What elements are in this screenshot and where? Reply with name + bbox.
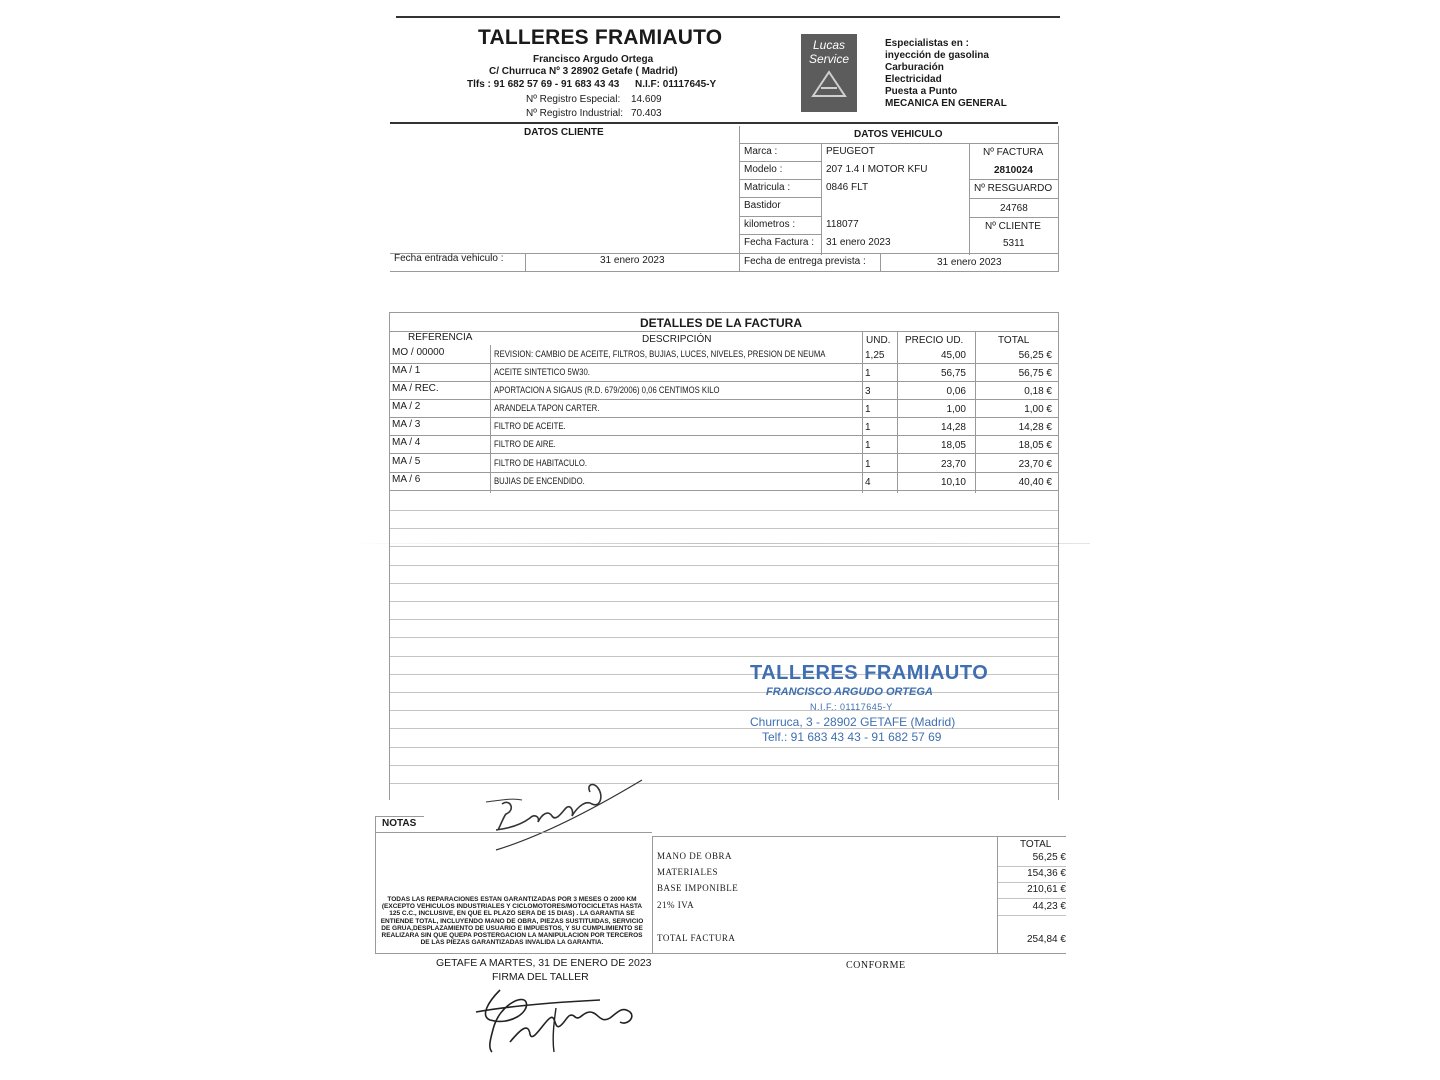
divider [880, 253, 881, 271]
row-units: 4 [865, 477, 871, 488]
divider [390, 637, 1058, 638]
divider [998, 898, 1066, 899]
totals-row-label: 21% IVA [657, 900, 695, 910]
row-unit-price: 14,28 [940, 422, 966, 433]
cliente-label: Nº CLIENTE [985, 221, 1041, 232]
row-description: FILTRO DE HABITACULO. [494, 458, 588, 468]
row-description: BUJIAS DE ENCENDIDO. [494, 476, 585, 486]
divider [390, 331, 1058, 332]
row-total: 0,18 € [1024, 386, 1052, 397]
divider [1058, 126, 1059, 272]
vehicle-section-title: DATOS VEHICULO [854, 129, 943, 140]
divider [739, 126, 740, 272]
row-description: APORTACION A SIGAUS (R.D. 679/2006) 0,06 CENTIMOS KILO [494, 385, 720, 395]
row-total: 23,70 € [1018, 459, 1052, 470]
col-und: UND. [866, 335, 891, 346]
row-unit-price: 23,70 [940, 459, 966, 470]
total-factura-label: TOTAL FACTURA [657, 933, 736, 943]
company-name: TALLERES FRAMIAUTO [478, 26, 723, 49]
divider [390, 656, 1058, 657]
row-description: REVISION: CAMBIO DE ACEITE, FILTROS, BUJIAS, LUCES, NIVELES, PRESION DE NEUMA [494, 349, 826, 359]
row-units: 1 [865, 404, 871, 415]
vehicle-field-label: kilometros : [744, 219, 796, 230]
company-phones: Tlfs : 91 682 57 69 - 91 683 43 43 [467, 79, 620, 90]
divider [376, 816, 424, 817]
stamp-company-name: TALLERES FRAMIAUTO [750, 662, 989, 684]
row-reference: MA / REC. [392, 383, 439, 394]
specialty-line: MECANICA EN GENERAL [885, 98, 1007, 109]
divider [390, 271, 1058, 272]
divider [652, 953, 1066, 954]
divider [969, 179, 1058, 180]
logo-line-2: Service [808, 52, 849, 66]
specialty-line: inyección de gasolina [885, 50, 989, 61]
totals-row-value: 210,61 € [1027, 884, 1066, 895]
vehicle-field-value: 31 enero 2023 [826, 237, 891, 248]
company-nif: N.I.F: 01117645-Y [635, 79, 717, 90]
logo-line-1: Lucas [812, 38, 846, 52]
divider [821, 143, 822, 255]
row-total: 40,40 € [1018, 477, 1052, 488]
fecha-entrega-value: 31 enero 2023 [937, 257, 1002, 268]
divider [525, 253, 526, 271]
row-reference: MA / 3 [392, 419, 421, 430]
divider [740, 161, 822, 162]
specialty-line: Puesta a Punto [885, 86, 958, 97]
divider [969, 217, 1058, 218]
fecha-entrada-label: Fecha entrada vehiculo : [394, 253, 504, 264]
divider [1058, 312, 1059, 800]
specialty-line: Carburación [885, 62, 944, 73]
col-referencia: REFERENCIA [408, 332, 473, 343]
divider [389, 312, 390, 800]
firma-taller-label: FIRMA DEL TALLER [492, 971, 589, 983]
top-rule [396, 16, 1060, 18]
divider [897, 332, 898, 493]
row-total: 18,05 € [1018, 440, 1052, 451]
col-total: TOTAL [998, 335, 1030, 346]
scan-streak [350, 543, 1090, 544]
divider [390, 692, 1058, 693]
divider [862, 332, 863, 493]
divider [390, 381, 1058, 382]
fecha-entrada-value: 31 enero 2023 [600, 255, 665, 266]
row-reference: MA / 1 [392, 365, 421, 376]
divider [390, 490, 1058, 491]
row-unit-price: 45,00 [940, 350, 966, 361]
conforme-label: CONFORME [846, 960, 906, 971]
divider [390, 583, 1058, 584]
divider [390, 399, 1058, 400]
details-title: DETALLES DE LA FACTURA [640, 316, 802, 330]
divider [969, 198, 1058, 199]
place-date: GETAFE A MARTES, 31 DE ENERO DE 2023 [436, 957, 652, 969]
row-units: 3 [865, 386, 871, 397]
company-address: C/ Churruca Nº 3 28902 Getafe ( Madrid) [489, 66, 678, 77]
resguardo-label: Nº RESGUARDO [974, 183, 1053, 194]
resguardo-number: 24768 [1000, 203, 1028, 214]
row-unit-price: 18,05 [940, 440, 966, 451]
divider [998, 882, 1066, 883]
vehicle-field-label: Bastidor [744, 200, 781, 211]
divider [390, 417, 1058, 418]
cliente-number: 5311 [1003, 238, 1025, 249]
divider [390, 312, 1058, 313]
totals-row-value: 44,23 € [1032, 901, 1066, 912]
col-descripcion: DESCRIPCIÓN [642, 334, 712, 345]
row-reference: MA / 5 [392, 456, 421, 467]
totals-row-label: BASE IMPONIBLE [657, 883, 739, 893]
row-unit-price: 10,10 [940, 477, 966, 488]
row-description: FILTRO DE ACEITE. [494, 421, 566, 431]
factura-label: Nº FACTURA [983, 147, 1044, 158]
row-units: 1 [865, 440, 871, 451]
vehicle-field-label: Modelo : [744, 164, 783, 175]
section-rule [390, 122, 1058, 124]
row-description: FILTRO DE AIRE. [494, 439, 556, 449]
pagado-handwriting [482, 770, 652, 860]
row-total: 14,28 € [1018, 422, 1052, 433]
stamp-phones: Telf.: 91 683 43 43 - 91 682 57 69 [762, 730, 942, 744]
total-factura-value: 254,84 € [1027, 934, 1066, 945]
divider [376, 953, 652, 954]
vehicle-field-value: PEUGEOT [826, 146, 875, 157]
vehicle-field-value: 118077 [826, 219, 859, 230]
col-precio: PRECIO UD. [905, 335, 964, 346]
divider [969, 143, 970, 255]
divider [390, 435, 1058, 436]
row-total: 56,25 € [1018, 350, 1052, 361]
logo-emblem-icon [809, 66, 849, 100]
row-reference: MO / 00000 [392, 347, 445, 358]
totals-row-label: MATERIALES [657, 867, 718, 877]
divider [376, 832, 652, 833]
divider [998, 866, 1066, 867]
row-reference: MA / 6 [392, 474, 421, 485]
divider [652, 836, 1066, 837]
totals-row-label: MANO DE OBRA [657, 851, 733, 861]
row-description: ARANDELA TAPON CARTER. [494, 403, 600, 413]
divider [375, 816, 376, 954]
divider [390, 728, 1058, 729]
factura-number: 2810024 [994, 165, 1033, 176]
stamp-owner: FRANCISCO ARGUDO ORTEGA [766, 686, 933, 698]
divider [390, 765, 1058, 766]
stamp-address: Churruca, 3 - 28902 GETAFE (Madrid) [750, 715, 956, 729]
specialty-line: Electricidad [885, 74, 942, 85]
row-units: 1 [865, 459, 871, 470]
row-total: 1,00 € [1024, 404, 1052, 415]
divider [390, 453, 1058, 454]
vehicle-field-value: 0846 FLT [826, 182, 869, 193]
vehicle-field-label: Matricula : [744, 182, 791, 193]
vehicle-field-label: Fecha Factura : [744, 237, 815, 248]
stamp-nif: N.I.F.: 01117645-Y [810, 702, 893, 712]
client-section-title: DATOS CLIENTE [524, 127, 604, 138]
registro-industrial-label: Nº Registro Industrial: [526, 108, 624, 119]
registro-industrial-value: 70.403 [631, 108, 662, 119]
divider [997, 836, 998, 954]
row-reference: MA / 2 [392, 401, 421, 412]
divider [390, 510, 1058, 511]
divider [390, 619, 1058, 620]
row-units: 1 [865, 368, 871, 379]
divider [740, 197, 822, 198]
divider [740, 234, 822, 235]
row-units: 1 [865, 422, 871, 433]
fecha-entrega-label: Fecha de entrega prevista : [744, 256, 866, 267]
vehicle-field-label: Marca : [744, 146, 778, 157]
divider [998, 915, 1066, 916]
divider [390, 747, 1058, 748]
divider [740, 143, 1058, 144]
notes-label: NOTAS [382, 818, 417, 829]
divider [390, 565, 1058, 566]
divider [390, 363, 1058, 364]
divider [390, 601, 1058, 602]
divider [490, 345, 491, 493]
vehicle-field-value: 207 1.4 I MOTOR KFU [826, 164, 928, 175]
specialty-line: Especialistas en : [885, 38, 969, 49]
row-unit-price: 0,06 [946, 386, 966, 397]
divider [390, 710, 1058, 711]
row-unit-price: 1,00 [946, 404, 966, 415]
row-units: 1,25 [865, 350, 885, 361]
totals-row-value: 154,36 € [1027, 868, 1066, 879]
divider [390, 546, 1058, 547]
row-total: 56,75 € [1018, 368, 1052, 379]
totals-header: TOTAL [1020, 839, 1052, 850]
warranty-text: TODAS LAS REPARACIONES ESTAN GARANTIZADAS POR 3 MESES O 2000 KM (EXCEPTO VEHICULOS INDUSTRIALES Y CICLOMOTORES/MOTOCICLETAS HASTA 125 C.C., INCLUSIVE, EN QUE EL PLAZO SERA DE 15 DIAS) . LA GARANTIA SE ENTIENDE TOTAL, INCLUYENDO MANO DE OBRA, PIEZAS SUSTITUIDAS, SERVICIO DE GRUA,DESPLAZAMIENTO DE USUARIO E IMPUESTOS, Y SU CUMPLIMIENTO SE REALIZARA SIN QUE QUEPA POSTERGACION LA MANIPULACION POR TERCEROS DE LAS PIEZAS GARANTIZADAS INVALIDA LA GARANTIA. [380, 896, 644, 947]
divider [652, 836, 653, 954]
divider [740, 216, 822, 217]
row-unit-price: 56,75 [940, 368, 966, 379]
row-reference: MA / 4 [392, 437, 421, 448]
divider [740, 179, 822, 180]
divider [975, 332, 976, 493]
lucas-service-logo [801, 34, 857, 112]
company-owner: Francisco Argudo Ortega [533, 54, 654, 65]
registro-especial-value: 14.609 [631, 94, 662, 105]
divider [390, 528, 1058, 529]
row-description: ACEITE SINTETICO 5W30. [494, 367, 590, 377]
workshop-signature [470, 982, 670, 1058]
divider [390, 472, 1058, 473]
totals-row-value: 56,25 € [1032, 852, 1066, 863]
registro-especial-label: Nº Registro Especial: [526, 94, 621, 105]
